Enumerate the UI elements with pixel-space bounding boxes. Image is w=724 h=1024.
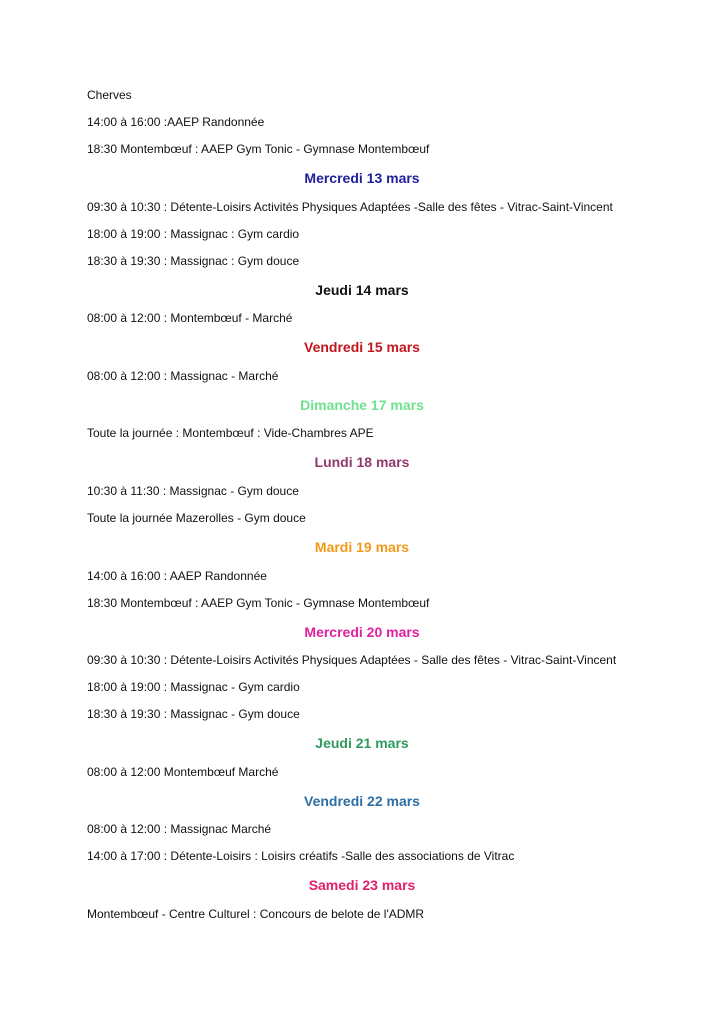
event-line: 08:00 à 12:00 : Massignac - Marché — [87, 369, 279, 383]
event-line: 18:00 à 19:00 : Massignac - Gym cardio — [87, 680, 300, 694]
event-line: Montembœuf - Centre Culturel : Concours de belote de l'ADMR — [87, 907, 425, 921]
event-line: 18:30 à 19:30 : Massignac : Gym douce — [87, 254, 300, 268]
event-line: 10:30 à 11:30 : Massignac - Gym douce — [87, 484, 299, 498]
day-heading: Vendredi 22 mars — [304, 793, 420, 809]
day-heading: Lundi 18 mars — [314, 454, 410, 470]
event-line: 14:00 à 17:00 : Détente-Loisirs : Loisirs créatifs -Salle des associations de Vitrac — [87, 849, 515, 863]
day-heading: Vendredi 15 mars — [304, 339, 420, 355]
event-line: 18:30 Montembœuf : AAEP Gym Tonic - Gymnase Montembœuf — [87, 596, 430, 610]
day-heading: Dimanche 17 mars — [300, 397, 424, 413]
day-heading: Jeudi 21 mars — [315, 735, 409, 751]
event-line: 14:00 à 16:00 : AAEP Randonnée — [87, 569, 267, 583]
day-heading: Mardi 19 mars — [314, 539, 410, 555]
intro-line: 14:00 à 16:00 :AAEP Randonnée — [87, 115, 265, 129]
day-heading: Samedi 23 mars — [308, 877, 416, 893]
event-line: 08:00 à 12:00 : Massignac Marché — [87, 822, 272, 836]
event-line: Toute la journée : Montembœuf : Vide-Chambres APE — [87, 426, 374, 440]
intro-line: Cherves — [87, 88, 132, 102]
event-line: 09:30 à 10:30 : Détente-Loisirs Activités Physiques Adaptées - Salle des fêtes - Vitrac-Saint-Vincent — [87, 653, 617, 667]
event-line: 08:00 à 12:00 : Montembœuf - Marché — [87, 311, 293, 325]
event-line: Toute la journée Mazerolles - Gym douce — [87, 511, 306, 525]
event-line: 18:00 à 19:00 : Massignac : Gym cardio — [87, 227, 300, 241]
event-line: 18:30 à 19:30 : Massignac - Gym douce — [87, 707, 300, 721]
day-heading: Mercredi 13 mars — [304, 170, 420, 186]
day-heading: Mercredi 20 mars — [304, 624, 420, 640]
event-line: 09:30 à 10:30 : Détente-Loisirs Activités Physiques Adaptées -Salle des fêtes - Vitrac-Saint-Vincent — [87, 200, 613, 214]
intro-line: 18:30 Montembœuf : AAEP Gym Tonic - Gymnase Montembœuf — [87, 142, 430, 156]
event-line: 08:00 à 12:00 Montembœuf Marché — [87, 765, 279, 779]
day-heading: Jeudi 14 mars — [315, 282, 409, 298]
